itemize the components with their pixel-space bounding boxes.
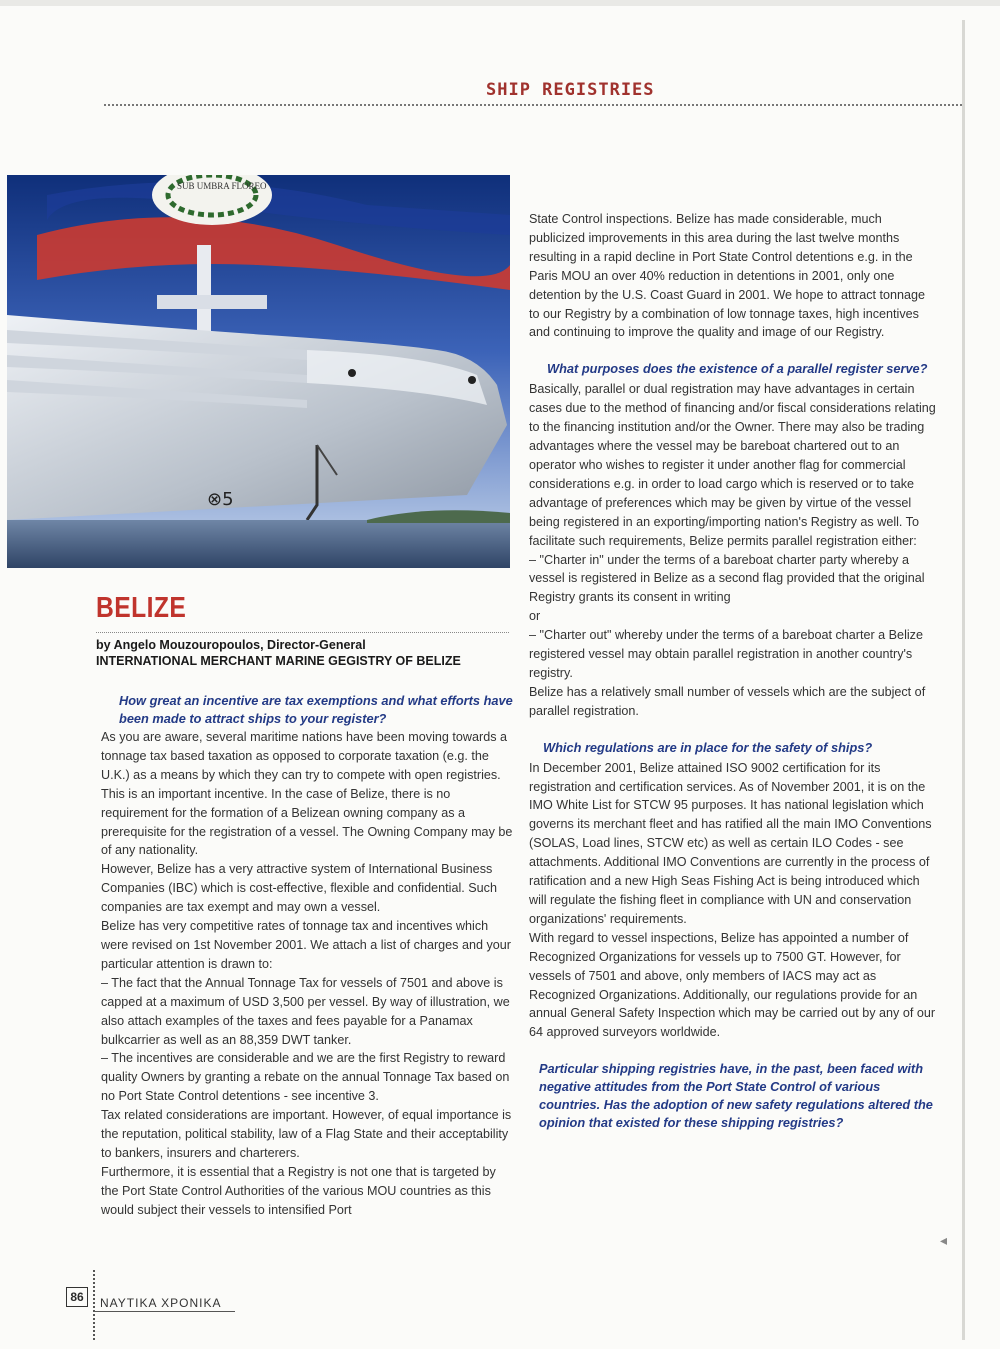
article-title: BELIZE [96,592,187,624]
question-safety-regulations: Which regulations are in place for the safety of ships? [543,739,873,755]
flag-motto: SUB UMBRA FLOREO [177,181,267,191]
paragraph: As you are aware, several maritime nations have been moving towards a tonnage tax based taxation as opposed to corporate taxation (e.g. the U.K.) as a means by which they can try to compete with open registries. This is an important incentive. In the case of Belize, there is no requirement for the formation of a Belizean owning company as a prerequisite for the registration of a vessel. The Owning Company may be of any nationality. [101,730,513,858]
paragraph: With regard to vessel inspections, Belize has appointed a number of Recognized Organizations for vessels up to 7500 GT. However, for vessels of 7501 and above, only members of IACS may act as Recognized Organizations. Additionally, our regulations provide for an annual General Safety Inspection which may be carried out by any of our 64 approved surveyors worldwide. [529,930,936,1040]
ship-illustration [7,175,510,568]
left-column [101,692,513,1220]
page-right-edge [962,20,965,1340]
paragraph: – "Charter in" under the terms of a bareboat charter party whereby a vessel is registered in Belize as a second flag provided that the original Registry grants its consent in writing [529,552,925,605]
paragraph: Furthermore, it is essential that a Registry is not one that is targeted by the Port State Control Authorities of the various MOU countries as this would subject their vessels to intensified Port [101,1164,496,1217]
paragraph: Belize has a relatively small number of vessels which are the subject of parallel registration. [529,684,926,718]
question-parallel-register: What purposes does the existence of a parallel register serve? [547,361,928,377]
question-port-state-control: Particular shipping registries have, in the past, been faced with negative attitudes from the Port State Control of various countries. Has the adoption of new safety regulations altered the opinion that existed for these shipping registries? [539,1061,933,1131]
paragraph: – "Charter out" whereby under the terms of a bareboat charter a Belize registered vessel may obtain parallel registration in another country's registry. [529,628,923,680]
paragraph: or [529,609,541,624]
paragraph: In December 2001, Belize attained ISO 9002 certification for its registration and certification services. As of November 2001, it is on the IMO White List for STCW 95 purposes. It has national legislation which governs its merchant fleet and has ratified all the main IMO Conventions (SOLAS, Load lines, STCW etc) as well as certain ILO Codes - see attachments. Additional IMO Conventions are currently in the process of ratification and a new High Seas Fishing Act is being introduced which will regulate the fishing fleet in compliance with UN and conservation organizations' requirements. [529,760,932,926]
continue-arrow-icon: ◂ [940,1232,948,1248]
title-rule [96,632,509,633]
paragraph: State Control inspections. Belize has made considerable, much publicized improvements in this area during the last twelve months resulting in a rapid decline in Port State Control detentions e.g. in the Paris MOU an over 40% reduction in detentions in 2001, only one detention by the U.S. Coast Guard in 2001. We hope to attract tonnage to our Registry by a combination of low tonnage taxes, high incentives and continuing to improve the quality and image of our Registry. [529,212,926,340]
page-number: 86 [66,1287,88,1307]
paragraph: Tax related considerations are important. However, of equal importance is the reputation, political stability, law of a Flag State and their acceptability to bankers, insurers and charterers. [101,1108,512,1160]
paragraph: – The fact that the Annual Tonnage Tax for vessels of 7501 and above is capped at a maximum of USD 3,500 per vessel. By way of illustration, we also attach examples of the taxes and fees payable for a Panamax bulkcarrier as well as an 88,359 DWT tanker. [101,975,510,1047]
page-top-edge [0,0,1000,6]
question-tax-incentives: How great an incentive are tax exemptions and what efforts have been made to attract ships to your register? [119,693,513,726]
magazine-rule [95,1311,235,1312]
svg-text:⊗5: ⊗5 [207,489,234,510]
section-rule [104,104,962,106]
byline-organization: INTERNATIONAL MERCHANT MARINE GEGISTRY OF BELIZE [96,654,461,668]
right-column [529,210,939,1132]
section-title: SHIP REGISTRIES [486,80,655,100]
magazine-name: ΝΑΥΤΙΚΑ ΧΡΟΝΙΚΑ [100,1296,222,1310]
paragraph: Basically, parallel or dual registration may have advantages in certain cases due to the method of financing and/or fiscal considerations relating to the financing institution and/or the Owner. There may also be trading advantages where the vessel may be bareboat chartered out to an operator who wishes to register it under another flag for commercial considerations e.g. in order to load cargo which is reserved or to take advantage of preferences which may be given by virtue of the vessel being registered in an exporting/importing nation's Registry as well. To facilitate such requirements, Belize permits parallel registration either: [529,382,936,548]
ship-photo [7,175,510,568]
paragraph: – The incentives are considerable and we are the first Registry to reward quality Owners by granting a rebate on the annual Tonnage Tax based on no Port State Control detentions - see incentive 3. [101,1051,510,1104]
paragraph: Belize has very competitive rates of tonnage tax and incentives which were revised on 1st November 2001. We attach a list of charges and your particular attention is drawn to: [101,919,511,971]
paragraph: However, Belize has a very attractive system of International Business Companies (IBC) which is cost-effective, flexible and confidential. Such companies are tax exempt and may own a vessel. [101,862,497,915]
byline-author: by Angelo Mouzouropoulos, Director-General [96,638,366,652]
footer-divider [93,1270,95,1340]
byline [96,637,516,669]
